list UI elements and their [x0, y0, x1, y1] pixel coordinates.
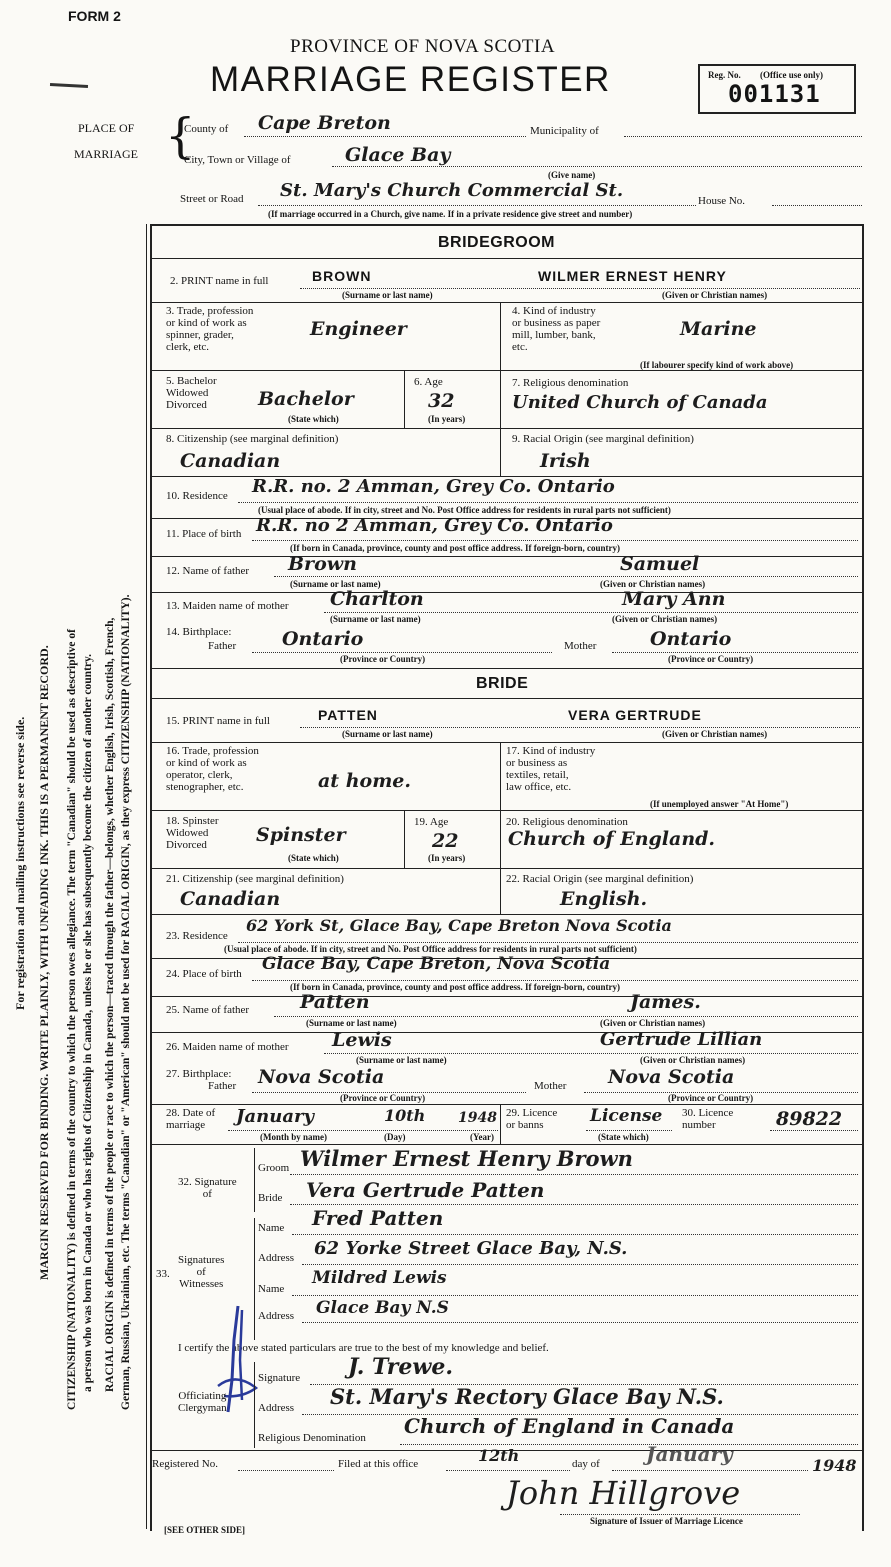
form-id: FORM 2 [68, 8, 121, 24]
issuer-signature: John Hillgrove [506, 1474, 741, 1512]
bride-status-label: 18. Spinster Widowed Divorced [166, 815, 219, 851]
margin-note-racial-2: German, Russian, Ukrainian, etc. The terms "Canadian" or "American" should not be used for RACIAL ORIGIN, as they express CITIZENSHIP (NATIONALITY). [120, 594, 132, 1410]
bridegroom-heading: BRIDEGROOM [438, 234, 555, 251]
bride-mother-given-caption: (Given or Christian names) [640, 1055, 746, 1065]
margin-note-citizenship-1: CITIZENSHIP (NATIONALITY) is defined in terms of the country to which the person owes allegiance. The term "Canadian" should be used as descriptive of [66, 629, 78, 1410]
margin-note-instructions: For registration and mailing instructions see reverse side. [13, 716, 27, 1010]
groom-trade: Engineer [310, 318, 407, 340]
groom-father-given-caption: (Given or Christian names) [600, 579, 706, 589]
groom-signature: Wilmer Ernest Henry Brown [300, 1146, 633, 1171]
marriage-month-caption: (Month by name) [260, 1132, 327, 1142]
bride-residence-label: 23. Residence [166, 930, 228, 942]
clergy-address: St. Mary's Rectory Glace Bay N.S. [330, 1384, 724, 1409]
groom-father-label: 12. Name of father [166, 565, 250, 577]
bride-surname: PATTEN [318, 707, 378, 723]
groom-age-caption: (In years) [428, 414, 466, 424]
bride-trade-label: 16. Trade, profession or kind of work as operator, clerk, stenographer, etc. [166, 745, 259, 793]
w1-address-label: Address [258, 1252, 295, 1264]
groom-given-caption: (Given or Christian names) [662, 290, 768, 300]
bride-religion: Church of England. [508, 828, 716, 850]
groom-industry-caption: (If labourer specify kind of work above) [640, 360, 794, 370]
w1-address: 62 Yorke Street Glace Bay, N.S. [314, 1238, 628, 1259]
bride-age-label: 19. Age [414, 816, 449, 828]
w2-address: Glace Bay N.S [316, 1298, 449, 1318]
groom-industry-label: 4. Kind of industry or business as paper mill, lumber, bank, etc. [512, 305, 601, 353]
clergy-address-label: Address [258, 1402, 295, 1414]
bride-father-surname-caption: (Surname or last name) [306, 1018, 397, 1028]
marriage-year-caption: (Year) [470, 1132, 494, 1142]
filed-month: January [646, 1442, 733, 1466]
marriage-day: 10th [384, 1106, 426, 1125]
groom-birthplace-label: 14. Birthplace: [166, 626, 232, 638]
signature-of-label: 32. Signature of [178, 1176, 237, 1200]
registered-label: Registered No. [152, 1458, 218, 1470]
filed-year: 1948 [812, 1456, 857, 1475]
place-label-2: MARRIAGE [74, 147, 139, 161]
groom-residence-caption: (Usual place of abode. If in city, street and No. Post Office address for residents in rural parts not sufficient) [258, 505, 671, 515]
bride-sig-label: Bride [258, 1192, 283, 1204]
w2-name: Mildred Lewis [312, 1268, 447, 1288]
filed-day: 12th [478, 1446, 520, 1465]
bride-citizenship: Canadian [180, 888, 281, 910]
city-label: City, Town or Village of [184, 154, 291, 166]
groom-industry: Marine [680, 318, 757, 340]
margin-note-citizenship-2: a person who was born in Canada or who has rights of Citizenship in Canada, unless he or she has subsequently become the citizen of another country. [82, 653, 94, 1392]
groom-mother-given: Mary Ann [622, 588, 726, 610]
bride-father-label: 25. Name of father [166, 1004, 250, 1016]
scratch-mark [50, 83, 88, 88]
bride-name-label: 15. PRINT name in full [166, 715, 270, 727]
groom-mother-label: 13. Maiden name of mother [166, 600, 289, 612]
bride-age: 22 [432, 830, 459, 852]
groom-name-label [170, 275, 268, 287]
bride-status-caption: (State which) [288, 853, 339, 863]
bride-father-surname: Patten [300, 991, 370, 1013]
bride-mother-surname-caption: (Surname or last name) [356, 1055, 447, 1065]
groom-mother-surname: Charlton [330, 588, 424, 610]
place-label-1: PLACE OF [78, 121, 135, 135]
witnesses-number: 33. [156, 1268, 170, 1280]
bride-father-given: James. [630, 991, 701, 1013]
street-label: Street or Road [180, 193, 244, 205]
bride-birth: Glace Bay, Cape Breton, Nova Scotia [262, 954, 611, 974]
bride-father-given-caption: (Given or Christian names) [600, 1018, 706, 1028]
filed-label: Filed at this office [338, 1458, 419, 1470]
groom-status-label: 5. Bachelor Widowed Divorced [166, 375, 217, 411]
groom-birthplace-mother-word: Mother [564, 640, 597, 652]
bride-residence: 62 York St, Glace Bay, Cape Breton Nova Scotia [246, 916, 672, 935]
bride-industry-label: 17. Kind of industry or business as textiles, retail, law office, etc. [506, 745, 596, 793]
clergy-signature-label: Signature [258, 1372, 301, 1384]
bride-given: VERA GERTRUDE [568, 707, 702, 723]
groom-given: WILMER ERNEST HENRY [538, 268, 727, 284]
licence-number: 89822 [776, 1108, 843, 1130]
page-title: MARRIAGE REGISTER [210, 60, 611, 99]
marriage-year: 1948 [458, 1110, 497, 1126]
marriage-month: January [236, 1106, 314, 1127]
issuer-caption: Signature of Issuer of Marriage Licence [590, 1516, 743, 1526]
city-value: Glace Bay [345, 144, 451, 166]
bride-racial-label: 22. Racial Origin (see marginal definition) [506, 873, 694, 885]
denomination-label: Religious Denomination [258, 1432, 366, 1444]
groom-birth: R.R. no 2 Amman, Grey Co. Ontario [256, 515, 613, 536]
reg-no-value: 001131 [728, 80, 821, 108]
groom-religion-label: 7. Religious denomination [512, 377, 629, 389]
groom-mother-birthplace-caption: (Province or Country) [668, 654, 754, 664]
groom-father-birthplace: Ontario [282, 628, 364, 650]
licence-label: 29. Licence or banns [506, 1107, 558, 1131]
bride-residence-caption: (Usual place of abode. If in city, street and No. Post Office address for residents in rural parts not sufficient) [224, 944, 637, 954]
groom-residence: R.R. no. 2 Amman, Grey Co. Ontario [252, 476, 615, 497]
groom-status-caption: (State which) [288, 414, 339, 424]
give-name-caption: (Give name) [548, 170, 596, 180]
groom-mother-birthplace: Ontario [650, 628, 732, 650]
groom-racial: Irish [540, 450, 591, 472]
county-value: Cape Breton [258, 112, 391, 134]
bride-surname-caption: (Surname or last name) [342, 729, 433, 739]
county-label: County of [184, 123, 229, 135]
groom-sig-label: Groom [258, 1162, 290, 1174]
groom-age-label: 6. Age [414, 376, 443, 388]
groom-citizenship: Canadian [180, 450, 281, 472]
bride-birth-caption: (If born in Canada, province, county and post office address. If foreign-born, country) [290, 982, 621, 992]
w2-name-label: Name [258, 1283, 285, 1295]
groom-religion: United Church of Canada [512, 392, 768, 413]
bride-mother-birthplace: Nova Scotia [608, 1066, 735, 1088]
bride-signature: Vera Gertrude Patten [306, 1178, 545, 1202]
groom-name-label-text: 2. PRINT name in full [170, 275, 269, 287]
bride-trade: at home. [318, 770, 411, 792]
certify-statement: I certify the above stated particulars are true to the best of my knowledge and belief. [178, 1342, 549, 1354]
licence-value: License [590, 1106, 663, 1126]
bride-mother-given: Gertrude Lillian [600, 1029, 763, 1050]
bride-birthplace-father-word: Father [208, 1080, 237, 1092]
w1-name: Fred Patten [312, 1206, 444, 1230]
bride-industry-caption: (If unemployed answer "At Home") [650, 799, 789, 809]
bride-birthplace-mother-word: Mother [534, 1080, 567, 1092]
bride-birthplace-label: 27. Birthplace: [166, 1068, 232, 1080]
province-heading: PROVINCE OF NOVA SCOTIA [290, 36, 556, 57]
reg-no-office-note: (Office use only) [760, 70, 823, 80]
street-caption: (If marriage occurred in a Church, give name. If in a private residence give street and number) [268, 209, 633, 219]
groom-surname: BROWN [312, 268, 372, 284]
margin-note-binding: MARGIN RESERVED FOR BINDING. WRITE PLAINLY, WITH UNFADING INK. THIS IS A PERMANENT RECORD. [37, 645, 51, 1280]
reg-no-label: Reg. No. [708, 70, 741, 80]
groom-residence-label: 10. Residence [166, 490, 228, 502]
groom-birthplace-father-word: Father [208, 640, 237, 652]
clergy-signature: J. Trewe. [348, 1354, 453, 1380]
groom-age: 32 [428, 390, 455, 412]
bride-racial: English. [560, 888, 648, 910]
bride-citizenship-label: 21. Citizenship (see marginal definition) [166, 873, 344, 885]
clergy-label: Officiating Clergyman [178, 1390, 227, 1414]
w2-address-label: Address [258, 1310, 295, 1322]
marriage-day-caption: (Day) [384, 1132, 406, 1142]
bride-father-birthplace-caption: (Province or Country) [340, 1093, 426, 1103]
groom-surname-caption: (Surname or last name) [342, 290, 433, 300]
see-other-side: [SEE OTHER SIDE] [164, 1525, 246, 1535]
denomination-value: Church of England in Canada [404, 1414, 735, 1438]
bride-birth-label: 24. Place of birth [166, 968, 242, 980]
bride-mother-surname: Lewis [332, 1029, 392, 1051]
bride-heading: BRIDE [476, 675, 529, 692]
groom-racial-label: 9. Racial Origin (see marginal definition) [512, 433, 694, 445]
groom-father-birthplace-caption: (Province or Country) [340, 654, 426, 664]
marriage-date-label: 28. Date of marriage [166, 1107, 216, 1131]
licence-number-label: 30. Licence number [682, 1107, 734, 1131]
groom-trade-label: 3. Trade, profession or kind of work as spinner, grader, clerk, etc. [166, 305, 254, 353]
groom-birth-caption: (If born in Canada, province, county and post office address. If foreign-born, country) [290, 543, 621, 553]
licence-caption: (State which) [598, 1132, 649, 1142]
groom-mother-given-caption: (Given or Christian names) [612, 614, 718, 624]
place-brace: { [165, 108, 196, 164]
groom-father-given: Samuel [620, 553, 700, 575]
margin-note-racial-1: RACIAL ORIGIN is defined in terms of the people or race to which the person—traced through the father—belongs, whether English, Irish, Scottish, French, [104, 617, 116, 1392]
groom-citizenship-label: 8. Citizenship (see marginal definition) [166, 433, 339, 445]
municipality-label: Municipality of [530, 125, 599, 137]
bride-religion-label: 20. Religious denomination [506, 816, 628, 828]
bride-mother-birthplace-caption: (Province or Country) [668, 1093, 754, 1103]
w1-name-label: Name [258, 1222, 285, 1234]
groom-father-surname: Brown [288, 553, 357, 575]
day-of-label: day of [572, 1458, 600, 1470]
bride-age-caption: (In years) [428, 853, 466, 863]
street-value: St. Mary's Church Commercial St. [280, 180, 624, 201]
bride-father-birthplace: Nova Scotia [258, 1066, 385, 1088]
groom-birth-label: 11. Place of birth [166, 528, 242, 540]
groom-father-surname-caption: (Surname or last name) [290, 579, 381, 589]
reg-no-box [698, 64, 856, 114]
witnesses-label: Signatures of Witnesses [178, 1254, 225, 1290]
groom-mother-surname-caption: (Surname or last name) [330, 614, 421, 624]
house-label: House No. [698, 195, 746, 207]
groom-status: Bachelor [258, 388, 354, 410]
bride-status: Spinster [256, 824, 346, 846]
bride-mother-label: 26. Maiden name of mother [166, 1041, 289, 1053]
bride-given-caption: (Given or Christian names) [662, 729, 768, 739]
